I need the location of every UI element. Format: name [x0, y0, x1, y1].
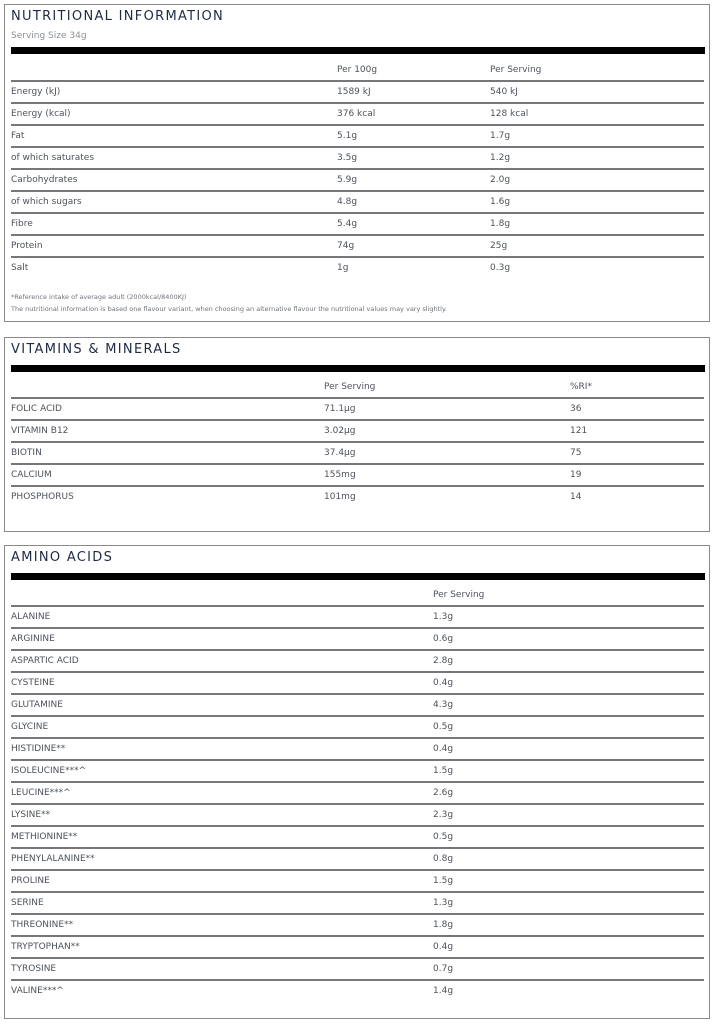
table-header — [11, 60, 704, 82]
value-ri: 75 — [570, 448, 582, 458]
amino-name: LEUCINE***^ — [11, 788, 71, 798]
nutrient-name: of which saturates — [11, 153, 95, 163]
table-row — [11, 761, 704, 783]
amino-panel — [4, 545, 710, 1019]
value-per-serving: 0.6g — [433, 634, 454, 644]
nutrient-name: Carbohydrates — [11, 175, 78, 185]
nutrient-name: Fat — [11, 131, 25, 141]
table-row — [11, 82, 704, 104]
value-per-serving: 71.1µg — [324, 404, 356, 414]
table-row — [11, 673, 704, 695]
table-row — [11, 443, 704, 465]
value-per-serving: 128 kcal — [490, 109, 529, 119]
value-per-serving: 2.8g — [433, 656, 454, 666]
table-row — [11, 783, 704, 805]
value-per-serving: 0.4g — [433, 744, 454, 754]
table-row — [11, 126, 704, 148]
value-per-serving: 1.6g — [490, 197, 511, 207]
value-per100g: 1g — [337, 263, 349, 273]
value-per-serving: 0.5g — [433, 832, 454, 842]
value-per100g: 376 kcal — [337, 109, 376, 119]
table-row — [11, 805, 704, 827]
value-per-serving: 101mg — [324, 492, 356, 502]
divider-bar — [11, 573, 705, 580]
value-ri: 19 — [570, 470, 582, 480]
value-per100g: 5.4g — [337, 219, 358, 229]
value-per-serving: 3.02µg — [324, 426, 356, 436]
table-row — [11, 148, 704, 170]
value-per-serving: 1.7g — [490, 131, 511, 141]
vitamins-panel — [4, 337, 710, 532]
amino-name: ISOLEUCINE***^ — [11, 766, 87, 776]
serving-size: Serving Size 34g — [11, 31, 87, 41]
value-per-serving: 0.3g — [490, 263, 511, 273]
value-ri: 14 — [570, 492, 582, 502]
table-row — [11, 651, 704, 673]
value-per-serving: 0.7g — [433, 964, 454, 974]
nutrient-name: Energy (kJ) — [11, 87, 61, 97]
vitamin-name: FOLIC ACID — [11, 404, 62, 414]
nutrition-title: NUTRITIONAL INFORMATION — [11, 9, 225, 24]
value-per100g: 1589 kJ — [337, 87, 371, 97]
value-per-serving: 0.4g — [433, 942, 454, 952]
divider-bar — [11, 365, 705, 372]
value-per-serving: 0.4g — [433, 678, 454, 688]
amino-name: ASPARTIC ACID — [11, 656, 79, 666]
value-per100g: 4.8g — [337, 197, 358, 207]
table-row — [11, 717, 704, 739]
nutrition-table — [11, 60, 704, 280]
col-per-serving: Per Serving — [324, 382, 376, 392]
amino-name: PROLINE — [11, 876, 50, 886]
value-per-serving: 2.6g — [433, 788, 454, 798]
value-per-serving: 2.3g — [433, 810, 454, 820]
amino-name: GLUTAMINE — [11, 700, 63, 710]
table-row — [11, 739, 704, 761]
nutrient-name: Salt — [11, 263, 29, 273]
table-row — [11, 915, 704, 937]
value-per-serving: 1.8g — [433, 920, 454, 930]
value-per-serving: 0.5g — [433, 722, 454, 732]
table-row — [11, 629, 704, 651]
amino-name: LYSINE** — [11, 810, 51, 820]
amino-table — [11, 585, 704, 1003]
amino-name: VALINE***^ — [11, 986, 64, 996]
divider-bar — [11, 47, 705, 54]
table-row — [11, 893, 704, 915]
table-row — [11, 871, 704, 893]
amino-name: SERINE — [11, 898, 44, 908]
amino-name: TRYPTOPHAN** — [11, 942, 80, 952]
value-per-serving: 1.3g — [433, 612, 454, 622]
value-per-serving: 155mg — [324, 470, 356, 480]
vitamins-title: VITAMINS & MINERALS — [11, 342, 182, 357]
vitamin-name: CALCIUM — [11, 470, 52, 480]
table-row — [11, 236, 704, 258]
nutrient-name: of which sugars — [11, 197, 82, 207]
value-per-serving: 1.5g — [433, 876, 454, 886]
amino-name: ALANINE — [11, 612, 51, 622]
table-row — [11, 695, 704, 717]
table-row — [11, 959, 704, 981]
vitamin-name: VITAMIN B12 — [11, 426, 69, 436]
table-row — [11, 399, 704, 421]
table-row — [11, 827, 704, 849]
value-per-serving: 1.3g — [433, 898, 454, 908]
value-per-serving: 37.4µg — [324, 448, 356, 458]
amino-name: METHIONINE** — [11, 832, 78, 842]
value-per100g: 3.5g — [337, 153, 358, 163]
table-row — [11, 607, 704, 629]
value-per100g: 5.9g — [337, 175, 358, 185]
table-row — [11, 849, 704, 871]
value-per-serving: 4.3g — [433, 700, 454, 710]
table-header — [11, 377, 704, 399]
col-per-serving: Per Serving — [433, 590, 485, 600]
value-ri: 36 — [570, 404, 582, 414]
amino-name: PHENYLALANINE** — [11, 854, 95, 864]
footnote-flavour: The nutritional information is based one flavour variant, when choosing an alternative flavour the nutritional values may vary slightly. — [11, 305, 447, 313]
value-per100g: 74g — [337, 241, 355, 251]
col-per-serving: Per Serving — [490, 65, 542, 75]
col-ri: %RI* — [570, 382, 592, 392]
value-per-serving: 25g — [490, 241, 508, 251]
vitamins-table — [11, 377, 704, 509]
nutrition-panel — [4, 4, 710, 322]
table-row — [11, 487, 704, 509]
amino-name: THREONINE** — [11, 920, 74, 930]
value-per-serving: 1.4g — [433, 986, 454, 996]
value-per-serving: 540 kJ — [490, 87, 518, 97]
col-per100g: Per 100g — [337, 65, 378, 75]
table-row — [11, 258, 704, 280]
nutrient-name: Fibre — [11, 219, 33, 229]
value-per-serving: 0.8g — [433, 854, 454, 864]
nutrient-name: Protein — [11, 241, 43, 251]
footnote-ri: *Reference intake of average adult (2000kcal/8400KJ) — [11, 293, 187, 301]
table-row — [11, 104, 704, 126]
amino-title: AMINO ACIDS — [11, 550, 114, 565]
table-row — [11, 421, 704, 443]
value-ri: 121 — [570, 426, 588, 436]
vitamin-name: BIOTIN — [11, 448, 42, 458]
value-per-serving: 1.8g — [490, 219, 511, 229]
amino-name: HISTIDINE** — [11, 744, 66, 754]
table-row — [11, 465, 704, 487]
amino-name: CYSTEINE — [11, 678, 55, 688]
table-row — [11, 981, 704, 1003]
value-per-serving: 1.5g — [433, 766, 454, 776]
table-row — [11, 214, 704, 236]
amino-name: ARGININE — [11, 634, 55, 644]
amino-name: GLYCINE — [11, 722, 49, 732]
table-row — [11, 937, 704, 959]
value-per100g: 5.1g — [337, 131, 358, 141]
value-per-serving: 2.0g — [490, 175, 511, 185]
vitamin-name: PHOSPHORUS — [11, 492, 74, 502]
nutrient-name: Energy (kcal) — [11, 109, 71, 119]
value-per-serving: 1.2g — [490, 153, 511, 163]
table-header — [11, 585, 704, 607]
table-row — [11, 170, 704, 192]
amino-name: TYROSINE — [11, 964, 57, 974]
table-row — [11, 192, 704, 214]
